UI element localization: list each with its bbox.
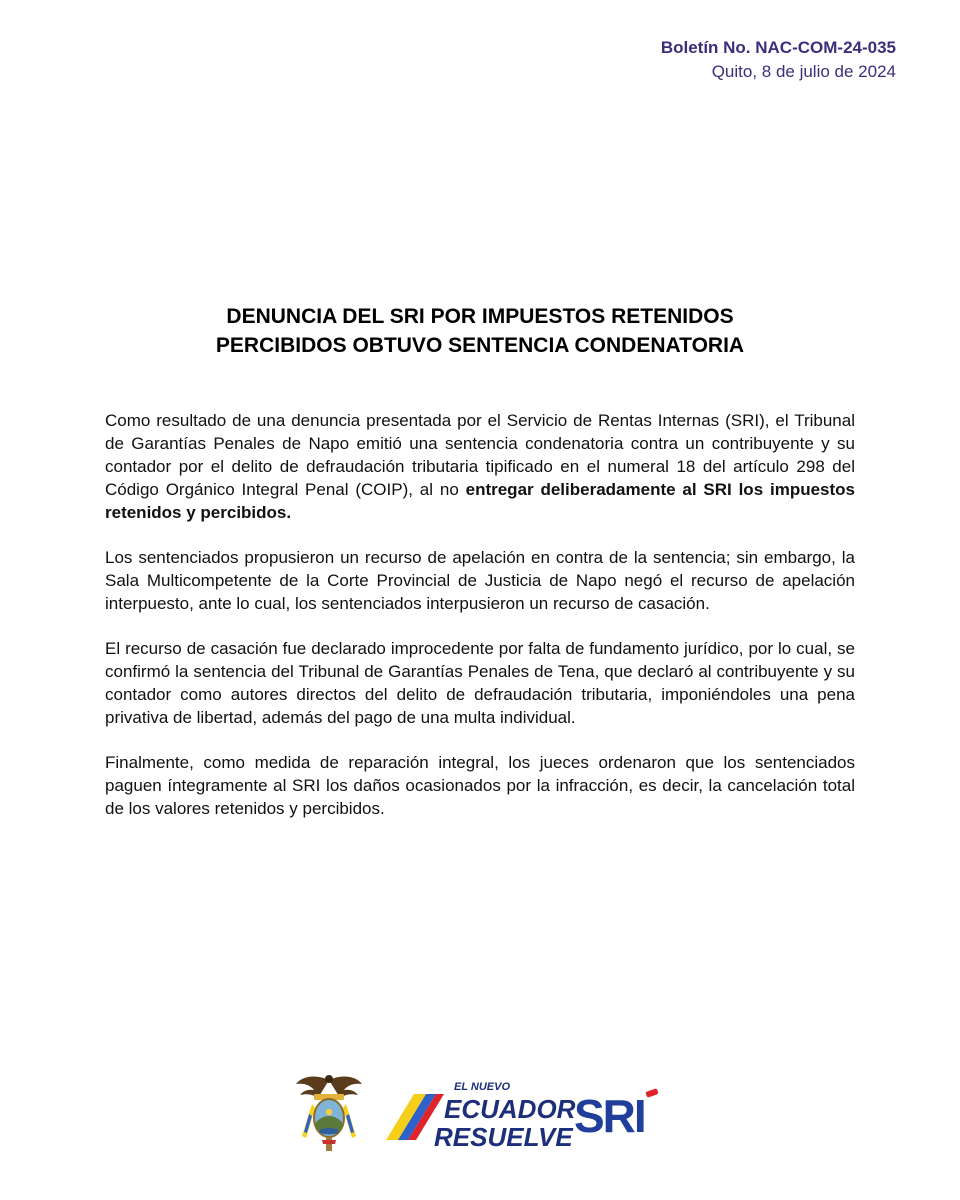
paragraph-2: Los sentenciados propusieron un recurso de apelación en contra de la sentencia; sin embargo, la Sala Multicompetente de la Corte Provincial de Justicia de Napo negó el recurso de apelación interpuesto, ante lo cual, los sentenciados interpusieron un recurso de casación.: [105, 548, 855, 613]
el-nuevo-ecuador-resuelve-logo: [376, 1076, 576, 1156]
coat-of-arms-icon: [294, 1070, 364, 1156]
headline-line-2: PERCIBIDOS OBTUVO SENTENCIA CONDENATORIA: [215, 334, 745, 357]
paragraph-1: [105, 409, 855, 524]
headline-line-1: DENUNCIA DEL SRI POR IMPUESTOS RETENIDOS: [226, 305, 734, 328]
bulletin-number: Boletín No. NAC-COM-24-035: [660, 38, 896, 57]
footer-logos: [0, 1068, 960, 1158]
campaign-text-line-1: EL NUEVO: [454, 1081, 511, 1093]
campaign-text-line-2: ECUADOR: [444, 1094, 576, 1124]
bulletin-header: [661, 36, 896, 84]
article-body: [105, 409, 855, 842]
paragraph-1-emphasis: entregar deliberadamente al SRI los impuestos retenidos y percibidos.: [105, 480, 855, 522]
sri-logo: [572, 1088, 668, 1140]
paragraph-4: Finalmente, como medida de reparación integral, los jueces ordenaron que los sentenciados paguen íntegramente al SRI los daños ocasionados por la infracción, es decir, la cancelación total de los valores retenidos y percibidos.: [105, 753, 855, 818]
sri-logo-text: SRI: [574, 1090, 645, 1142]
paragraph-1-text: Como resultado de una denuncia presentada por el Servicio de Rentas Internas (SRI), el Tribunal de Garantías Penales de Napo emitió una sentencia condenatoria contra un contribuyente y su contador por el delito de defraudación tributaria tipificado en el numeral 18 del artículo 298 del Código Orgánico Integral Penal (COIP), al no: [105, 411, 855, 499]
headline: [100, 302, 860, 360]
campaign-text-line-3: RESUELVE: [434, 1122, 573, 1152]
place-date: Quito, 8 de julio de 2024: [711, 62, 896, 81]
paragraph-3: El recurso de casación fue declarado improcedente por falta de fundamento jurídico, por lo cual, se confirmó la sentencia del Tribunal de Garantías Penales de Tena, que declaró al contribuyente y su contador como autores directos del delito de defraudación tributaria, imponiéndoles una pena privativa de libertad, además del pago de una multa individual.: [105, 639, 855, 727]
